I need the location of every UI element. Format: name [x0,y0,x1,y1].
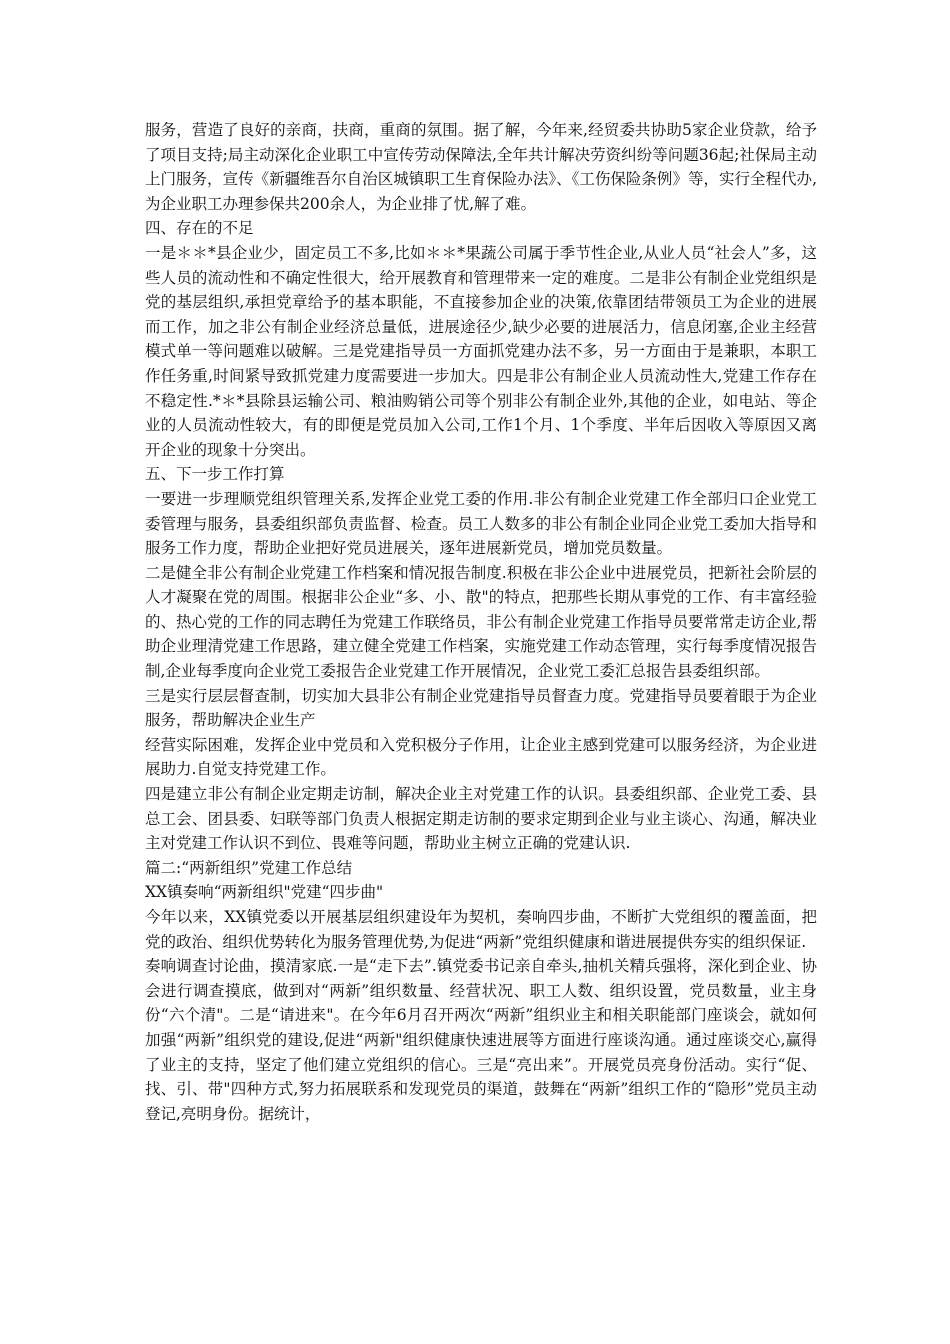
article-subtitle: XX镇奏响“两新组织"党建“四步曲" [145,883,384,902]
paragraph: 一要进一步理顺党组织管理关系,发挥企业党工委的作用.非公有制企业党建工作全部归口企业党工委管理与服务，县委组织部负责监督、检查。员工人数多的非公有制企业同企业党工委加大指导和服务工作力度，帮助企业把好党员进展关，逐年进展新党员，增加党员数量。 [145,489,817,558]
paragraph: 服务，营造了良好的亲商，扶商，重商的氛围。据了解，今年来,经贸委共协助5家企业贷款，给予了项目支持;局主动深化企业职工中宣传劳动保障法,全年共计解决劳资纠纷等问题36起;社保局主动上门服务，宣传《新疆维吾尔自治区城镇职工生育保险办法》、《工伤保险条例》等，实行全程代办,为企业职工办理参保共200余人，为企业排了忧,解了难。 [145,121,817,213]
paragraph: 四是建立非公有制企业定期走访制，解决企业主对党建工作的认识。县委组织部、企业党工委、县总工会、团县委、妇联等部门负责人根据定期走访制的要求定期到企业与业主谈心、沟通，解决业主对党建工作认识不到位、畏难等问题，帮助业主树立正确的党建认识. [145,785,817,853]
section-heading: 四、存在的不足 [145,219,254,238]
paragraph: 二是健全非公有制企业党建工作档案和情况报告制度.积极在非公企业中进展党员，把新社会阶层的人才凝聚在党的周围。根据非公企业“多、小、散"的特点，把那些长期从事党的工作、有丰富经验的、热心党的工作的同志聘任为党建工作联络员，非公有制企业党建工作指导员要常常走访企业,帮助企业理清党建工作思路，建立健全党建工作档案，实施党建工作动态管理，实行每季度情况报告制,企业每季度向企业党工委报告企业党建工作开展情况，企业党工委汇总报告县委组织部。 [145,563,817,681]
section-heading: 五、下一步工作打算 [145,465,285,484]
paragraph: 经营实际困难，发挥企业中党员和入党积极分子作用，让企业主感到党建可以服务经济，为企业进展助力.自觉支持党建工作。 [145,735,817,779]
paragraph: 一是＊＊*县企业少，固定员工不多,比如＊＊*果蔬公司属于季节性企业,从业人员“社会人”多，这些人员的流动性和不确定性很大，给开展教育和管理带来一定的难度。二是非公有制企业党组织是党的基层组织,承担党章给予的基本职能，不直接参加企业的决策,依靠团结带领员工为企业的进展而工作，加之非公有制企业经济总量低，进展途径少,缺少必要的进展活力，信息闭塞,企业主经营模式单一等问题难以破解。三是党建指导员一方面抓党建办法不多，另一方面由于是兼职，本职工作任务重,时间紧导致抓党建力度需要进一步加大。四是非公有制企业人员流动性大,党建工作存在不稳定性.*＊*县除县运输公司、粮油购销公司等个别非公有制企业外,其他的企业，如电站、等企业的人员流动性较大，有的即便是党员加入公司,工作1个月、1个季度、半年后因收入等原因又离开企业的现象十分突出。 [145,243,817,459]
document-page [145,118,817,1126]
paragraph: 奏响调查讨论曲，摸清家底.一是“走下去”.镇党委书记亲自牵头,抽机关精兵强将，深化到企业、协会进行调查摸底，做到对“两新”组织数量、经营状况、职工人数、组织设置，党员数量，业主身份“六个清"。二是“请进来"。在今年6月召开两次“两新”组织业主和相关职能部门座谈会，就如何加强“两新”组织党的建设,促进“两新"组织健康快速进展等方面进行座谈沟通。通过座谈交心,赢得了业主的支持，坚定了他们建立党组织的信心。三是“亮出来”。开展党员亮身份活动。实行“促、找、引、带"四种方式,努力拓展联系和发现党员的渠道，鼓舞在“两新”组织工作的“隐形”党员主动登记,亮明身份。据统计， [145,957,817,1123]
article-heading: 篇二:“两新组织”党建工作总结 [145,858,353,877]
paragraph: 三是实行层层督查制，切实加大县非公有制企业党建指导员督查力度。党建指导员要着眼于为企业服务，帮助解决企业生产 [145,686,817,730]
paragraph: 今年以来，XX镇党委以开展基层组织建设年为契机，奏响四步曲，不断扩大党组织的覆盖面，把党的政治、组织优势转化为服务管理优势,为促进“两新”党组织健康和谐进展提供夯实的组织保证. [145,908,817,951]
